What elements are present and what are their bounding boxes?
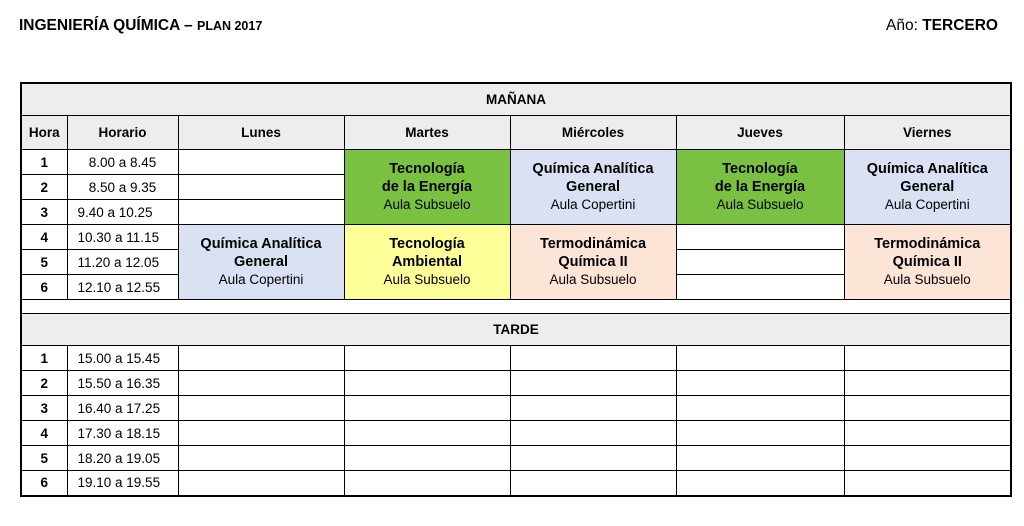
horario-cell: 17.30 a 18.15: [67, 421, 178, 446]
year-label: Año:: [886, 17, 923, 34]
year-indicator: [886, 17, 998, 35]
section-afternoon: TARDE: [21, 314, 1011, 346]
col-miercoles: Miércoles: [510, 116, 676, 150]
horario-cell: 8.00 a 8.45: [67, 150, 178, 175]
table-row: [21, 446, 1011, 471]
section-divider: [21, 300, 1011, 314]
empty-cell: [344, 421, 510, 446]
class-room: Aula Subsuelo: [383, 197, 471, 212]
hora-cell: 3: [21, 396, 67, 421]
class-block: [676, 150, 844, 225]
empty-cell: [344, 371, 510, 396]
class-name: General: [900, 179, 955, 195]
class-block: [844, 150, 1011, 225]
hora-cell: 4: [21, 421, 67, 446]
class-room: Aula Subsuelo: [383, 272, 471, 287]
empty-cell: [178, 346, 344, 371]
empty-cell: [178, 175, 344, 200]
class-name: Química Analítica: [532, 161, 654, 177]
empty-cell: [676, 346, 844, 371]
col-viernes: Viernes: [844, 116, 1011, 150]
empty-cell: [510, 371, 676, 396]
horario-cell: 11.20 a 12.05: [67, 250, 178, 275]
hora-cell: 4: [21, 225, 67, 250]
schedule-table: [20, 82, 1012, 497]
hora-cell: 2: [21, 175, 67, 200]
horario-cell: 15.00 a 15.45: [67, 346, 178, 371]
year-value: TERCERO: [922, 17, 998, 34]
class-name: Química Analítica: [200, 236, 322, 252]
empty-cell: [844, 371, 1011, 396]
class-name: de la Energía: [381, 179, 473, 195]
class-room: Aula Subsuelo: [883, 272, 971, 287]
empty-cell: [344, 446, 510, 471]
horario-cell: 18.20 a 19.05: [67, 446, 178, 471]
class-name: de la Energía: [714, 179, 806, 195]
empty-cell: [510, 396, 676, 421]
section-morning: MAÑANA: [21, 83, 1011, 116]
class-room: Aula Copertini: [550, 197, 636, 212]
empty-cell: [676, 275, 844, 300]
class-name: General: [566, 179, 620, 195]
horario-cell: 15.50 a 16.35: [67, 371, 178, 396]
table-row: [21, 371, 1011, 396]
class-name: Tecnología: [722, 161, 798, 177]
hora-cell: 1: [21, 346, 67, 371]
hora-cell: 2: [21, 371, 67, 396]
class-block: [510, 150, 676, 225]
hora-cell: 6: [21, 471, 67, 496]
empty-cell: [344, 346, 510, 371]
career-title: INGENIERÍA QUÍMICA: [19, 17, 180, 34]
class-block: [178, 225, 344, 300]
empty-cell: [676, 396, 844, 421]
class-block: [344, 150, 510, 225]
empty-cell: [676, 471, 844, 496]
horario-cell: 19.10 a 19.55: [67, 471, 178, 496]
divider-cell: [21, 300, 1011, 314]
empty-cell: [676, 225, 844, 250]
empty-cell: [178, 471, 344, 496]
class-name: Química Analítica: [866, 161, 988, 177]
class-room: Aula Copertini: [218, 272, 304, 287]
horario-cell: 9.40 a 10.25: [67, 200, 178, 225]
hora-cell: 6: [21, 275, 67, 300]
empty-cell: [178, 371, 344, 396]
empty-cell: [178, 396, 344, 421]
class-name: Química II: [892, 254, 962, 270]
column-header-row: [21, 116, 1011, 150]
class-name: Ambiental: [391, 254, 463, 270]
class-block: [510, 225, 676, 300]
hora-cell: 5: [21, 250, 67, 275]
table-row: [21, 150, 1011, 175]
empty-cell: [178, 446, 344, 471]
hora-cell: 5: [21, 446, 67, 471]
empty-cell: [676, 446, 844, 471]
col-horario: Horario: [67, 116, 178, 150]
hora-cell: 3: [21, 200, 67, 225]
empty-cell: [676, 250, 844, 275]
title-separator: –: [179, 17, 197, 34]
class-room: Aula Subsuelo: [549, 272, 637, 287]
page-title: [19, 17, 262, 35]
class-room: Aula Copertini: [884, 197, 970, 212]
horario-cell: 12.10 a 12.55: [67, 275, 178, 300]
empty-cell: [510, 346, 676, 371]
class-name: Termodinámica: [874, 236, 981, 252]
empty-cell: [510, 446, 676, 471]
class-name: Tecnología: [389, 161, 465, 177]
empty-cell: [676, 421, 844, 446]
empty-cell: [844, 421, 1011, 446]
empty-cell: [510, 471, 676, 496]
class-room: Aula Subsuelo: [716, 197, 804, 212]
horario-cell: 8.50 a 9.35: [67, 175, 178, 200]
table-row: [21, 421, 1011, 446]
empty-cell: [178, 200, 344, 225]
class-name: Química II: [558, 254, 628, 270]
class-block: [344, 225, 510, 300]
class-block: [844, 225, 1011, 300]
horario-cell: 10.30 a 11.15: [67, 225, 178, 250]
col-hora: Hora: [21, 116, 67, 150]
table-row: [21, 471, 1011, 496]
table-row: [21, 346, 1011, 371]
empty-cell: [178, 150, 344, 175]
class-name: Termodinámica: [539, 236, 647, 252]
plan-label: PLAN 2017: [196, 19, 263, 33]
hora-cell: 1: [21, 150, 67, 175]
horario-cell: 16.40 a 17.25: [67, 396, 178, 421]
empty-cell: [844, 346, 1011, 371]
empty-cell: [844, 396, 1011, 421]
empty-cell: [344, 396, 510, 421]
empty-cell: [844, 471, 1011, 496]
col-martes: Martes: [344, 116, 510, 150]
empty-cell: [510, 421, 676, 446]
col-jueves: Jueves: [676, 116, 844, 150]
empty-cell: [178, 421, 344, 446]
col-lunes: Lunes: [178, 116, 344, 150]
table-row: [21, 225, 1011, 250]
table-row: [21, 396, 1011, 421]
empty-cell: [344, 471, 510, 496]
class-name: Tecnología: [389, 236, 465, 252]
class-name: General: [234, 254, 288, 270]
empty-cell: [844, 446, 1011, 471]
empty-cell: [676, 371, 844, 396]
